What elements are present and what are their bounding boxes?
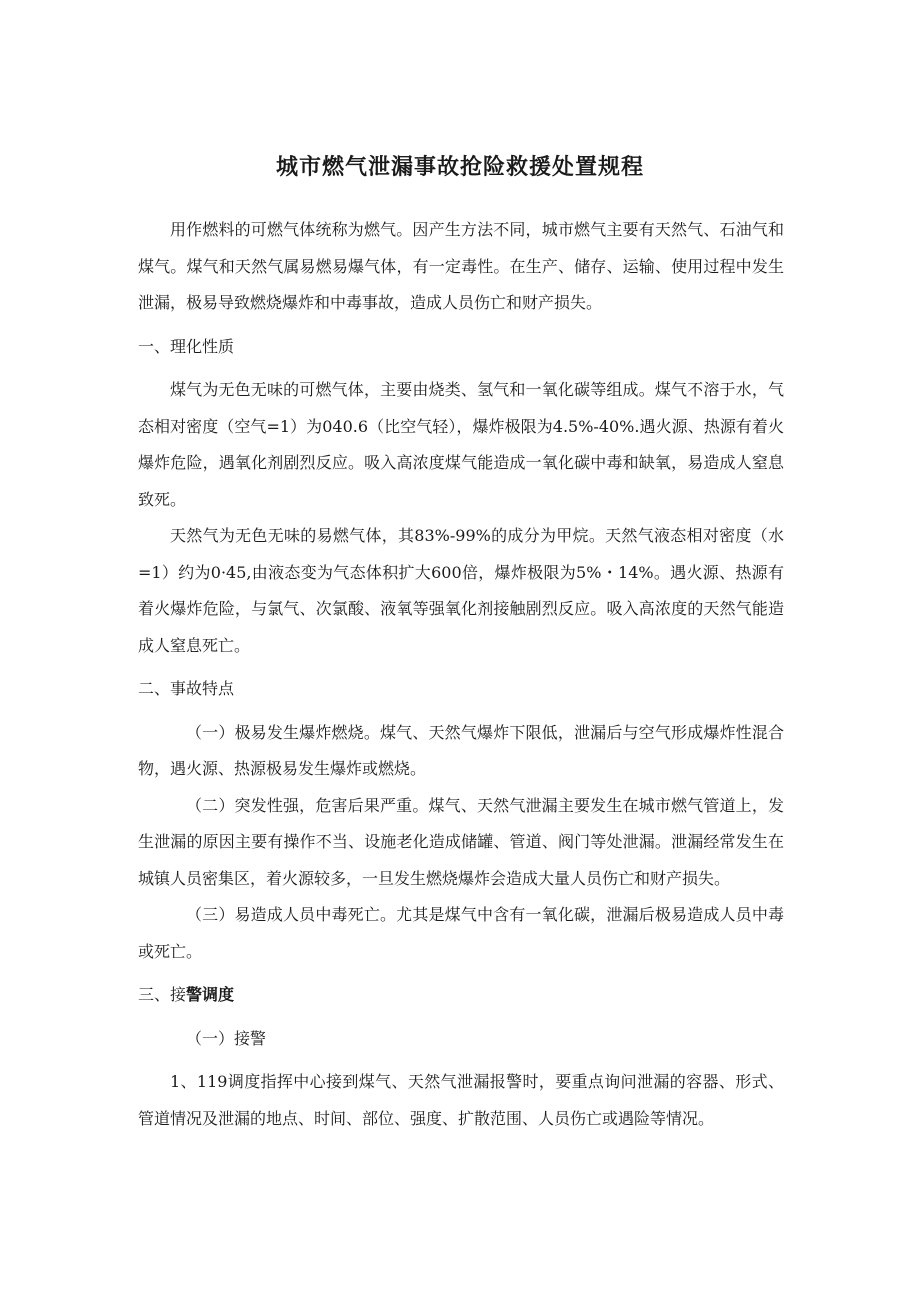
- paragraph-natural-gas: 天然气为无色无味的易燃气体，其83%-99%的成分为甲烷。天然气液态相对密度（水=1）约为0·45,由液态变为气态体积扩大600倍，爆炸极限为5%・14%。遇火源、热源有着火爆炸危险，与氯气、次氯酸、液氧等强氧化剂接触剧烈反应。吸入高浓度的天然气能造成人窒息死亡。: [138, 526, 784, 655]
- section-heading-properties: 一、理化性质: [138, 336, 235, 356]
- section-heading-dispatch-plain: 三、接: [138, 985, 187, 1004]
- paragraph-coal-gas: 煤气为无色无味的可燃气体，主要由烧类、氢气和一氧化碳等组成。煤气不溶于水，气态相对密度（空气=1）为040.6（比空气轻），爆炸极限为4.5%-40%.遇火源、热源有着火爆炸危险，遇氧化剂剧烈反应。吸入高浓度煤气能造成一氧化碳中毒和缺氧，易造成人窒息致死。: [138, 380, 784, 509]
- document-body: [138, 212, 784, 1137]
- document-title: 城市燃气泄漏事故抢险救援处置规程: [275, 155, 644, 180]
- list-item: （二）突发性强，危害后果严重。煤气、天然气泄漏主要发生在城市燃气管道上，发生泄漏的原因主要有操作不当、设施老化造成储罐、管道、阀门等处泄漏。泄漏经常发生在城镇人员密集区，着火源较多，一旦发生燃烧爆炸会造成大量人员伤亡和财产损失。: [138, 795, 784, 888]
- section-heading-characteristics: 二、事故特点: [138, 679, 235, 698]
- intro-paragraph: 用作燃料的可燃气体统称为燃气。因产生方法不同，城市燃气主要有天然气、石油气和煤气。煤气和天然气属易燃易爆气体，有一定毒性。在生产、储存、运输、使用过程中发生泄漏，极易导致燃烧爆炸和中毒事故，造成人员伤亡和财产损失。: [138, 220, 784, 312]
- list-item: （一）极易发生爆炸燃烧。煤气、天然气爆炸下限低，泄漏后与空气形成爆炸性混合物，遇火源、热源极易发生爆炸或燃烧。: [138, 722, 784, 778]
- list-item: （三）易造成人员中毒死亡。尤其是煤气中含有一氧化碳，泄漏后极易造成人员中毒或死亡。: [138, 905, 784, 961]
- section-heading-dispatch: [138, 977, 784, 1014]
- paragraph-dispatch-1: 1、119调度指挥中心接到煤气、天然气泄漏报警时，要重点询问泄漏的容器、形式、管道情况及泄漏的地点、时间、部位、强度、扩散范围、人员伤亡或遇险等情况。: [138, 1072, 784, 1128]
- subsection-heading-receive-alarm: （一）接警: [186, 1028, 267, 1048]
- section-heading-dispatch-bold: 警调度: [186, 985, 235, 1004]
